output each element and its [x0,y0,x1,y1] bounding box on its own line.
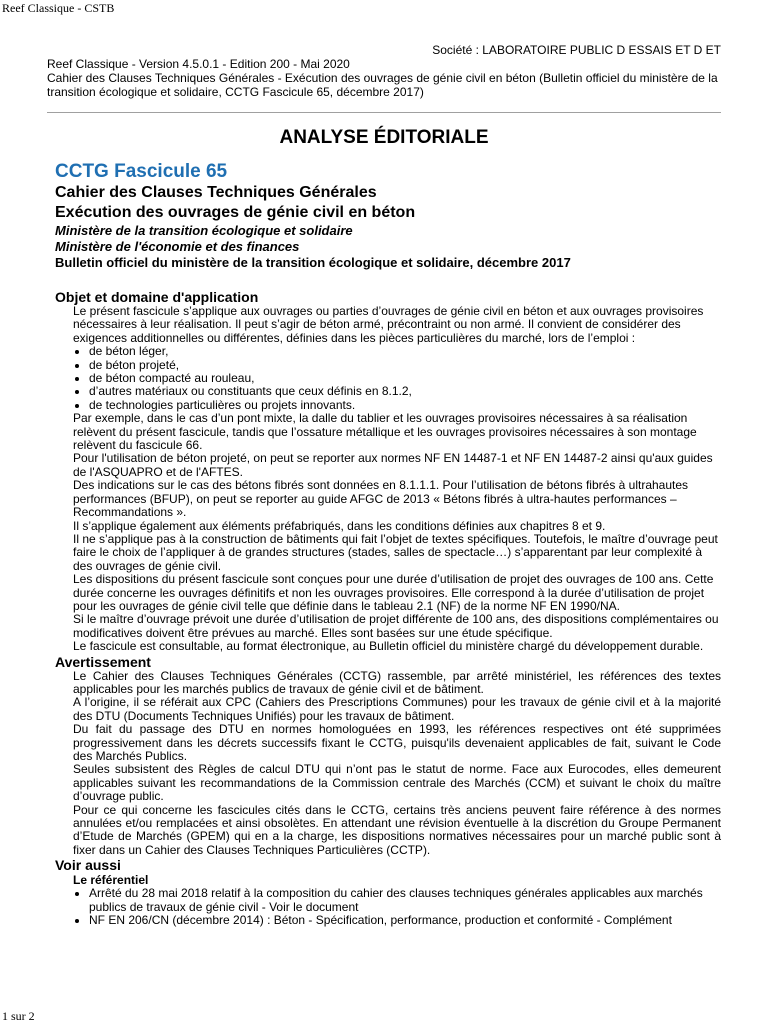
paragraph: Des indications sur le cas des bétons fibrés sont données en 8.1.1.1. Pour l’utilisation de bétons fibrés à ultrahautes performances (BFUP), on peut se reporter au guide AFGC de 2013 « Bétons fibrés à ultra-hautes performances – Recommandations ». [73,478,689,520]
list-item: • de béton léger, [89,345,721,358]
societe-line: Société : LABORATOIRE PUBLIC D ESSAIS ET D ET [432,43,721,57]
list-item: • de béton projeté, [89,359,721,372]
section-objet-body [73,305,721,654]
paragraph: Les dispositions du présent fascicule sont conçues pour une durée d’utilisation de projet des ouvrages de 100 ans. Cette durée concerne les ouvrages définitifs et non les ouvrages provisoires. Elle correspond à la durée d’utilisation de projet pour les ouvrages de génie civil telle que définie dans le tableau 2.1 (NF) de la norme NF EN 1990/NA. [73,572,714,613]
ministry-1: Ministère de la transition écologique et solidaire [55,223,353,238]
paragraph: Par exemple, dans le cas d’un pont mixte, la dalle du tablier et les ouvrages provisoires nécessaires à sa réalisation relèvent du présent fascicule, tandis que l’ossature métallique et les ouvrages provisoires nécessaires à son montage relèvent du fascicule 66. [73,411,697,453]
list-item: • Arrêté du 28 mai 2018 relatif à la composition du cahier des clauses techniques générales applicables aux marchés publics de travaux de génie civil - Voir le document [89,887,721,914]
document-subtitle-1: Cahier des Clauses Techniques Générales [55,184,377,201]
ministry-2: Ministère de l'économie et des finances [55,239,300,254]
paragraph: Pour ce qui concerne les fascicules cités dans le CCTG, certains très anciens peuvent faire référence à des normes annulées et/ou remplacées et ainsi obsolètes. En attendant une révision éventuelle à la discrétion du Groupe Permanent d’Etude de Marchés (GPEM) qui en a la charge, les dispositions normatives nécessaires pour un marché public sont à fixer dans un Cahier des Clauses Techniques Particulières (CCTP). [73,802,721,857]
separator [47,112,721,113]
list-item: • de béton compacté au rouleau, [89,372,721,385]
list-item: • d’autres matériaux ou constituants que ceux définis en 8.1.2, [89,385,721,398]
document-body [47,43,721,927]
version-line: Reef Classique - Version 4.5.0.1 - Edition 200 - Mai 2020 [47,57,350,71]
paragraph: Il s’applique également aux éléments préfabriqués, dans les conditions définies aux chapitres 8 et 9. [73,518,606,533]
paragraph: Pour l'utilisation de béton projeté, on peut se reporter aux normes NF EN 14487-1 et NF EN 14487-2 ainsi qu'aux guides de l'ASQUAPRO et de l'AFTES. [73,451,713,479]
section-voir-aussi-body [73,887,721,927]
section-avertissement-body [73,670,721,858]
paragraph: Le fascicule est consultable, au format électronique, au Bulletin officiel du ministère chargé du développement durable. [73,639,704,654]
paragraph: Seules subsistent des Règles de calcul DTU qui n’ont pas le statut de norme. Face aux Eurocodes, elles demeurent applicables suivant les recommandations de la Commission centrale des Marchés (CCM) et suivant le choix du maître d’ouvrage public. [73,762,721,804]
paragraph: Si le maître d’ouvrage prévoit une durée d’utilisation de projet différente de 100 ans, des dispositions complémentaires ou modificatives doivent être prévues au marché. Elles sont basées sur une étude spécifique. [73,612,719,640]
list-item: • NF EN 206/CN (décembre 2014) : Béton - Spécification, performance, production et conformité - Complément [89,914,721,927]
section-voir-aussi-heading: Voir aussi [55,857,121,874]
section-objet-heading: Objet et domaine d'application [55,289,259,305]
section-avertissement-heading: Avertissement [55,653,151,670]
document-subtitle-2: Exécution des ouvrages de génie civil en béton [55,204,416,221]
referentiel-heading: Le référentiel [73,873,149,888]
print-header: Reef Classique - CSTB [2,1,115,15]
paragraph: Du fait du passage des DTU en normes homologuées en 1993, les références respectives ont été supprimées progressivement dans les décrets successifs fixant le CCTG, puisqu'ils devenaient applicables de fait, suivant le Code des Marchés Publics. [73,722,721,763]
page-title: ANALYSE ÉDITORIALE [279,127,489,148]
objet-intro: Le présent fascicule s’applique aux ouvrages ou parties d’ouvrages de génie civil en béton et aux ouvrages provisoires nécessaires à leur réalisation. Il peut s’agir de béton armé, précontraint ou non armé. Il convient de considérer des exigences additionnelles ou différentes, définies dans les pièces particulières du marché, lors de l’emploi : [73,304,704,345]
source-line: Cahier des Clauses Techniques Générales - Exécution des ouvrages de génie civil en béton (Bulletin officiel du ministère de la transition écologique et solidaire, CCTG Fascicule 65, décembre 2017) [47,71,718,99]
document-name: CCTG Fascicule 65 [55,161,228,182]
paragraph: A l’origine, il se référait aux CPC (Cahiers des Prescriptions Communes) pour les travaux de génie civil et à la majorité des DTU (Documents Techniques Unifiés) pour les travaux de bâtiment. [73,695,721,723]
bulletin-line: Bulletin officiel du ministère de la transition écologique et solidaire, décembre 2017 [55,255,571,270]
print-footer: 1 sur 2 [2,1009,35,1023]
objet-bullet-list [73,345,721,412]
paragraph: Le Cahier des Clauses Techniques Générales (CCTG) rassemble, par arrêté ministériel, les références des textes applicables pour les marchés publics de travaux de génie civil et de bâtiment. [73,668,721,696]
referentiel-list [73,887,721,927]
paragraph: Il ne s’applique pas à la construction de bâtiments qui fait l’objet de textes spécifiques. Toutefois, le maître d’ouvrage peut faire le choix de l’appliquer à de grandes structures (stades, salles de spectacle…) s’apparentant par leur complexité à des ouvrages de génie civil. [73,531,718,573]
list-item: • de technologies particulières ou projets innovants. [89,399,721,412]
